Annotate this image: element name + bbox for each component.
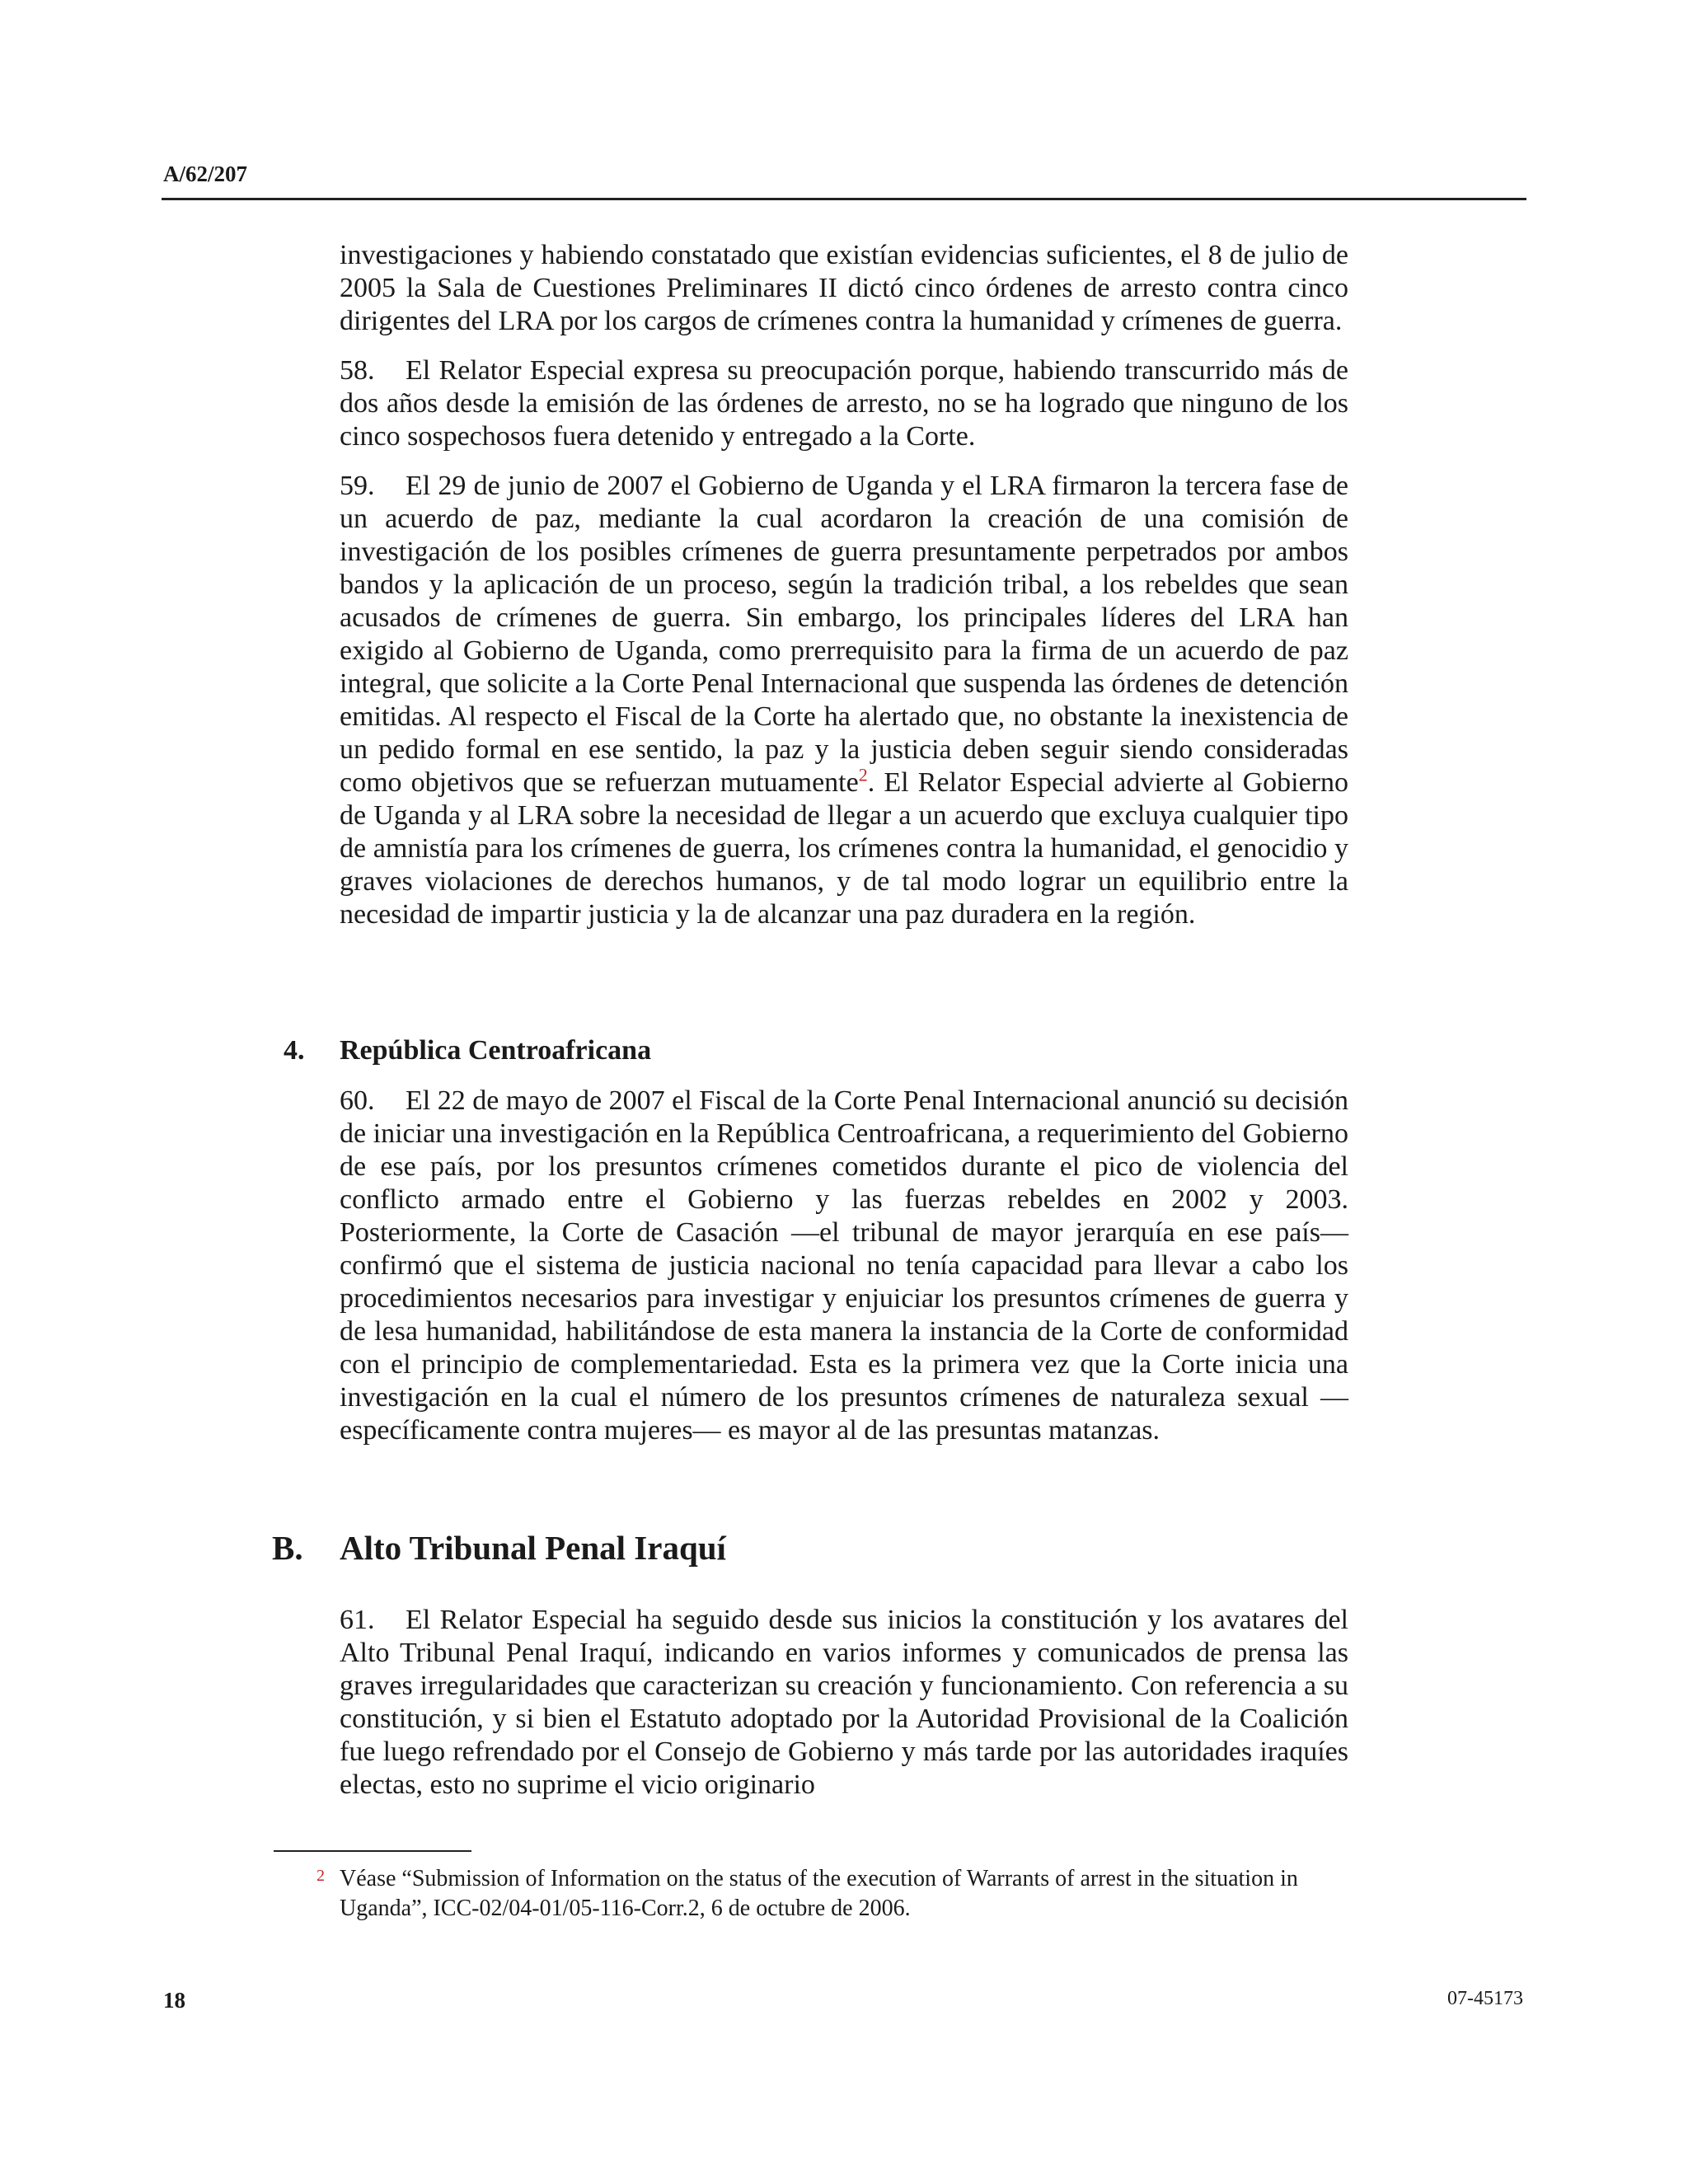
footnote — [318, 1864, 1348, 1924]
subsection-title: República Centroafricana — [340, 1035, 652, 1066]
section-number: B. — [272, 1529, 303, 1567]
paragraph-59 — [340, 470, 1348, 931]
paragraph-61 — [340, 1604, 1348, 1802]
header-rule — [162, 198, 1526, 200]
section-heading — [272, 1528, 726, 1568]
paragraph-60 — [340, 1085, 1348, 1447]
paragraph-text: El Relator Especial ha seguido desde sus inicios la constitución y los avatares del Alto Tribunal Penal Iraquí, indicando en varios informes y comunicados de prensa las graves irregularidades que caracterizan su creación y funcionamiento. Con referencia a su constitución, y si bien el Estatuto adoptado por la Autoridad Provisional de la Coalición fue luego refrendado por el Consejo de Gobierno y más tarde por las autoridades iraquíes electas, esto no suprime el vicio originario — [340, 1605, 1348, 1800]
footnote-text: Véase “Submission of Information on the status of the execution of Warrants of arrest in the situation in Uganda”, ICC-02/04-01/05-116-Corr.2, 6 de octubre de 2006. — [340, 1866, 1298, 1921]
body-block-middle — [340, 1085, 1348, 1447]
subsection-heading — [284, 1035, 651, 1066]
document-code: 07-45173 — [1447, 1988, 1523, 2009]
paragraph-58 — [340, 354, 1348, 453]
subsection-number: 4. — [284, 1035, 305, 1066]
paragraph-number: 60. — [340, 1085, 375, 1116]
section-title: Alto Tribunal Penal Iraquí — [340, 1529, 726, 1567]
paragraph-57-continued: investigaciones y habiendo constatado que existían evidencias suficientes, el 8 de julio de 2005 la Sala de Cuestiones Preliminares II dictó cinco órdenes de arresto contra cinco dirigentes del LRA por los cargos de crímenes contra la humanidad y crímenes de guerra. — [340, 240, 1348, 336]
paragraph-text: El 29 de junio de 2007 el Gobierno de Uganda y el LRA firmaron la tercera fase de un acuerdo de paz, mediante la cual acordaron la creación de una comisión de investigación de los posibles crímenes de guerra presuntamente perpetrados por ambos bandos y la aplicación de un proceso, según la tradición tribal, a los rebeldes que sean acusados de crímenes de guerra. Sin embargo, los principales líderes del LRA han exigido al Gobierno de Uganda, como prerrequisito para la firma de un acuerdo de paz integral, que solicite a la Corte Penal Internacional que suspenda las órdenes de detención emitidas. Al respecto el Fiscal de la Corte ha alertado que, no obstante la inexistencia de un pedido formal en ese sentido, la paz y la justicia deben seguir siendo consideradas como objetivos que se refuerzan mutuamente — [340, 471, 1348, 798]
paragraph-text: El Relator Especial expresa su preocupación porque, habiendo transcurrido más de dos años desde la emisión de las órdenes de arresto, no se ha logrado que ninguno de los cinco sospechosos fuera detenido y entregado a la Corte. — [340, 355, 1348, 452]
page-number: 18 — [163, 1988, 185, 2013]
footnote-mark: 2 — [316, 1867, 325, 1885]
paragraph-number: 61. — [340, 1605, 375, 1635]
paragraph-number: 59. — [340, 471, 375, 501]
paragraph-text: . El Relator Especial advierte al Gobierno de Uganda y al LRA sobre la necesidad de llegar a un acuerdo que excluya cualquier tipo de amnistía para los crímenes de guerra, los crímenes contra la humanidad, el genocidio y graves violaciones de derechos humanos, y de tal modo lograr un equilibrio entre la necesidad de impartir justicia y la de alcanzar una paz duradera en la región. — [340, 767, 1348, 930]
body-block-upper — [340, 239, 1348, 931]
body-block-lower — [340, 1604, 1348, 1802]
paragraph-text: El 22 de mayo de 2007 el Fiscal de la Corte Penal Internacional anunció su decisión de iniciar una investigación en la República Centroafricana, a requerimiento del Gobierno de ese país, por los presuntos crímenes cometidos durante el pico de violencia del conflicto armado entre el Gobierno y las fuerzas rebeldes en 2002 y 2003. Posteriormente, la Corte de Casación —el tribunal de mayor jerarquía en ese país— confirmó que el sistema de justicia nacional no tenía capacidad para llevar a cabo los procedimientos necesarios para investigar y enjuiciar los presuntos crímenes de guerra y de lesa humanidad, habilitándose de esta manera la instancia de la Corte de conformidad con el principio de complementariedad. Esta es la primera vez que la Corte inicia una investigación en la cual el número de los presuntos crímenes de naturaleza sexual —específicamente contra mujeres— es mayor al de las presuntas matanzas. — [340, 1085, 1348, 1446]
footnote-separator — [274, 1850, 471, 1852]
document-symbol: A/62/207 — [163, 162, 248, 186]
footnote-reference[interactable]: 2 — [858, 764, 868, 785]
paragraph-number: 58. — [340, 355, 375, 386]
